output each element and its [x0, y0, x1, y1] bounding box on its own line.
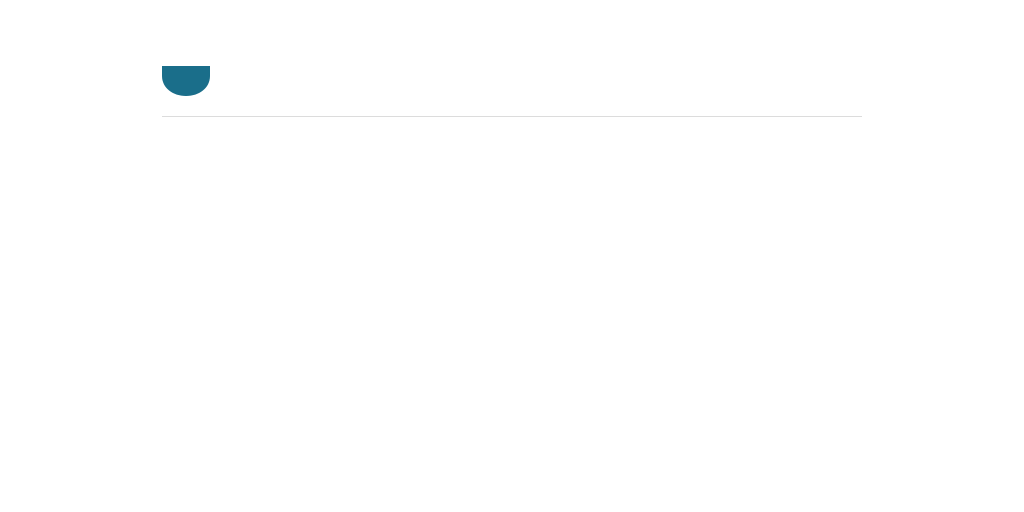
page [162, 0, 862, 117]
onze-taal-logo[interactable] [162, 52, 210, 96]
entry-body [162, 192, 862, 220]
header [162, 0, 862, 117]
